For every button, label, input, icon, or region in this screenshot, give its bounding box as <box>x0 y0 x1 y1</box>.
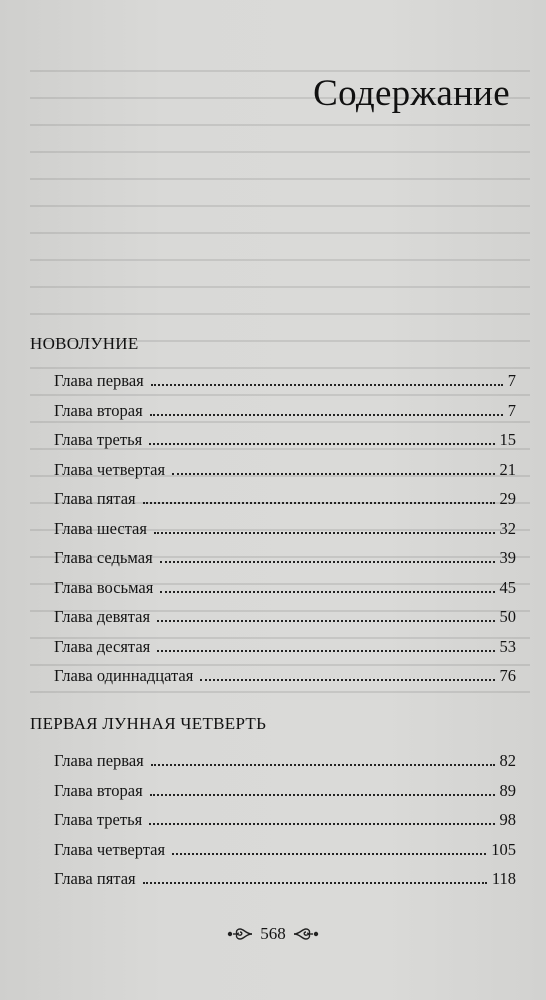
chapter-page-number: 98 <box>499 810 516 829</box>
toc-entry[interactable] <box>54 458 516 482</box>
toc-entry[interactable] <box>54 749 516 773</box>
chapter-title: Глава вторая <box>54 780 143 800</box>
dot-leader <box>157 620 494 622</box>
chapter-title: Глава вторая <box>54 400 143 420</box>
toc-entry[interactable] <box>54 838 516 862</box>
chapter-title: Глава четвертая <box>54 839 166 859</box>
chapter-title: Глава шестая <box>54 518 147 538</box>
chapter-page-number: 50 <box>499 607 516 626</box>
dot-leader <box>154 532 495 534</box>
chapter-page-number: 76 <box>499 666 516 685</box>
toc-entry[interactable] <box>54 664 516 688</box>
floral-ornament-icon <box>224 925 254 943</box>
page-footer <box>0 924 546 944</box>
dot-leader <box>143 502 495 504</box>
chapter-title: Глава восьмая <box>54 577 154 597</box>
toc-entry[interactable] <box>54 399 516 423</box>
page-number: 568 <box>260 924 286 943</box>
dot-leader <box>149 443 494 445</box>
chapter-page-number: 53 <box>499 636 516 656</box>
dot-leader <box>200 679 494 681</box>
section-title: НОВОЛУНИЕ <box>30 334 139 353</box>
chapter-page-number: 89 <box>499 780 516 800</box>
dot-leader <box>151 384 503 386</box>
dot-leader <box>149 823 494 825</box>
chapter-title: Глава десятая <box>54 636 151 656</box>
chapter-page-number: 29 <box>499 489 516 508</box>
chapter-title: Глава пятая <box>54 489 136 508</box>
chapter-page-number: 7 <box>507 400 516 420</box>
toc-entry[interactable] <box>54 635 516 659</box>
dot-leader <box>150 414 503 416</box>
dot-leader <box>143 882 487 884</box>
toc-entry[interactable] <box>54 779 516 803</box>
toc-entry[interactable] <box>54 605 516 629</box>
chapter-page-number: 118 <box>491 869 516 888</box>
chapter-page-number: 7 <box>507 371 516 390</box>
dot-leader <box>150 794 495 796</box>
chapter-title: Глава девятая <box>54 607 151 626</box>
chapter-title: Глава третья <box>54 430 143 449</box>
toc-entry[interactable] <box>54 428 516 452</box>
chapter-page-number: 45 <box>499 577 516 597</box>
toc-entry[interactable] <box>54 517 516 541</box>
chapter-page-number: 15 <box>499 430 516 449</box>
page-title: Содержание <box>313 73 510 114</box>
chapter-title: Глава первая <box>54 751 144 770</box>
toc-entry[interactable] <box>54 808 516 832</box>
toc-entry[interactable] <box>54 487 516 511</box>
section-title: ПЕРВАЯ ЛУННАЯ ЧЕТВЕРТЬ <box>30 714 267 733</box>
chapter-page-number: 82 <box>499 751 516 770</box>
chapter-page-number: 105 <box>491 839 516 859</box>
dot-leader <box>151 764 495 766</box>
dot-leader <box>160 561 495 563</box>
dot-leader <box>160 591 494 593</box>
toc-entry[interactable] <box>54 369 516 393</box>
toc-entry[interactable] <box>54 546 516 570</box>
floral-ornament-icon <box>292 925 322 943</box>
chapter-page-number: 21 <box>499 459 516 479</box>
chapter-title: Глава седьмая <box>54 548 153 567</box>
chapter-page-number: 39 <box>499 548 516 567</box>
chapter-title: Глава третья <box>54 810 143 829</box>
dot-leader <box>172 473 494 475</box>
chapter-title: Глава одиннадцатая <box>54 666 194 685</box>
chapter-page-number: 32 <box>499 518 516 538</box>
chapter-title: Глава четвертая <box>54 459 166 479</box>
toc-entry[interactable] <box>54 576 516 600</box>
dot-leader <box>172 853 486 855</box>
dot-leader <box>157 650 494 652</box>
chapter-title: Глава первая <box>54 371 144 390</box>
chapter-title: Глава пятая <box>54 869 136 888</box>
toc-entry[interactable] <box>54 867 516 891</box>
